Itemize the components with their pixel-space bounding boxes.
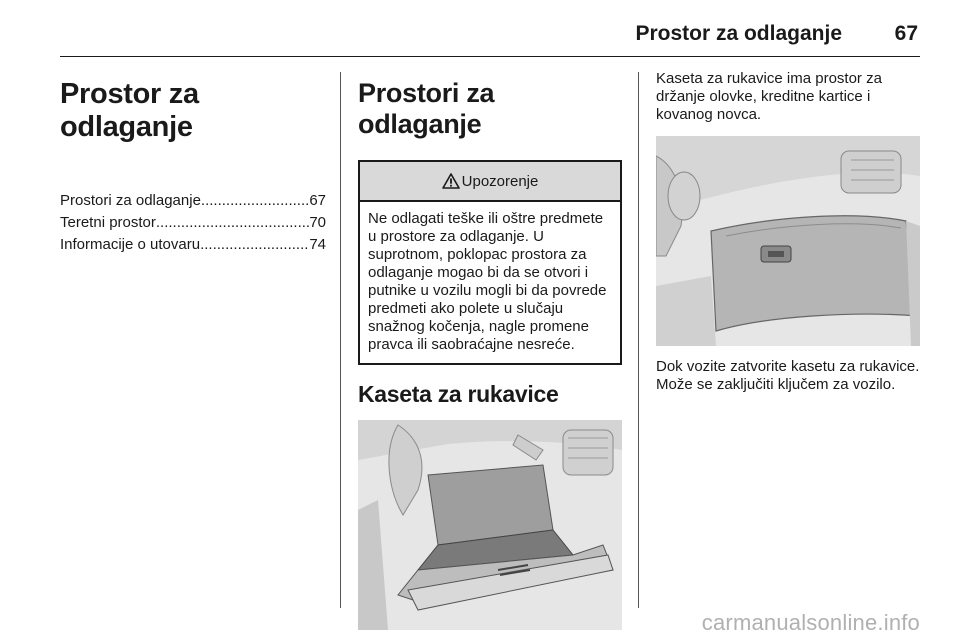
body-paragraph: Dok vozite zatvorite kasetu za rukavice. Može se zaključiti ključem za vozilo. [656,358,920,393]
toc-leader-dots [200,234,309,256]
toc-entry-page: 67 [309,192,326,209]
chapter-title: Prostor za odlaganje [60,78,199,143]
middle-column [358,70,622,630]
warning-triangle-icon [442,173,460,189]
toc-entry-label: Prostori za odlaganje [60,192,201,209]
warning-header [360,162,620,202]
subsection-title: Kaseta za rukavice [358,381,559,407]
glovebox-closed-illustration [656,136,920,346]
warning-title: Upozorenje [461,172,539,190]
glovebox-open-illustration [358,420,622,630]
watermark: carmanualsonline.info [701,610,920,635]
toc-entry-page: 74 [309,236,326,253]
page-header [60,12,920,57]
left-column [60,70,326,256]
running-title: Prostor za odlaganje [635,22,842,45]
toc-leader-dots [201,190,309,212]
page-number: 67 [894,22,918,45]
toc-entry[interactable] [60,234,326,256]
toc-entry[interactable] [60,190,326,212]
toc-entry-label: Teretni prostor [60,214,156,231]
column-divider [340,72,341,608]
section-title: Prostori za odlaganje [358,78,495,139]
toc-entry-label: Informacije o utovaru [60,236,201,253]
body-paragraph: Kaseta za rukavice ima prostor za držanje olovke, kreditne kartice i kovanog novca. [656,70,882,123]
warning-box [358,160,622,365]
warning-text: Ne odlagati teške ili oštre predmete u prostore za odlaganje. U suprotnom, poklopac prostora za odlaganje mogao bi da se otvori i putnike u vozilu mogli bi da povrede predmeti ako polete u slučaju snažnog kočenja, nagle promene pravca ili saobraćajne nesreće. [368,210,607,353]
toc-entry-page: 70 [309,214,326,231]
right-column [656,70,920,394]
toc-leader-dots [156,212,309,234]
toc-entry[interactable] [60,212,326,234]
table-of-contents [60,190,326,256]
column-divider [638,72,639,608]
